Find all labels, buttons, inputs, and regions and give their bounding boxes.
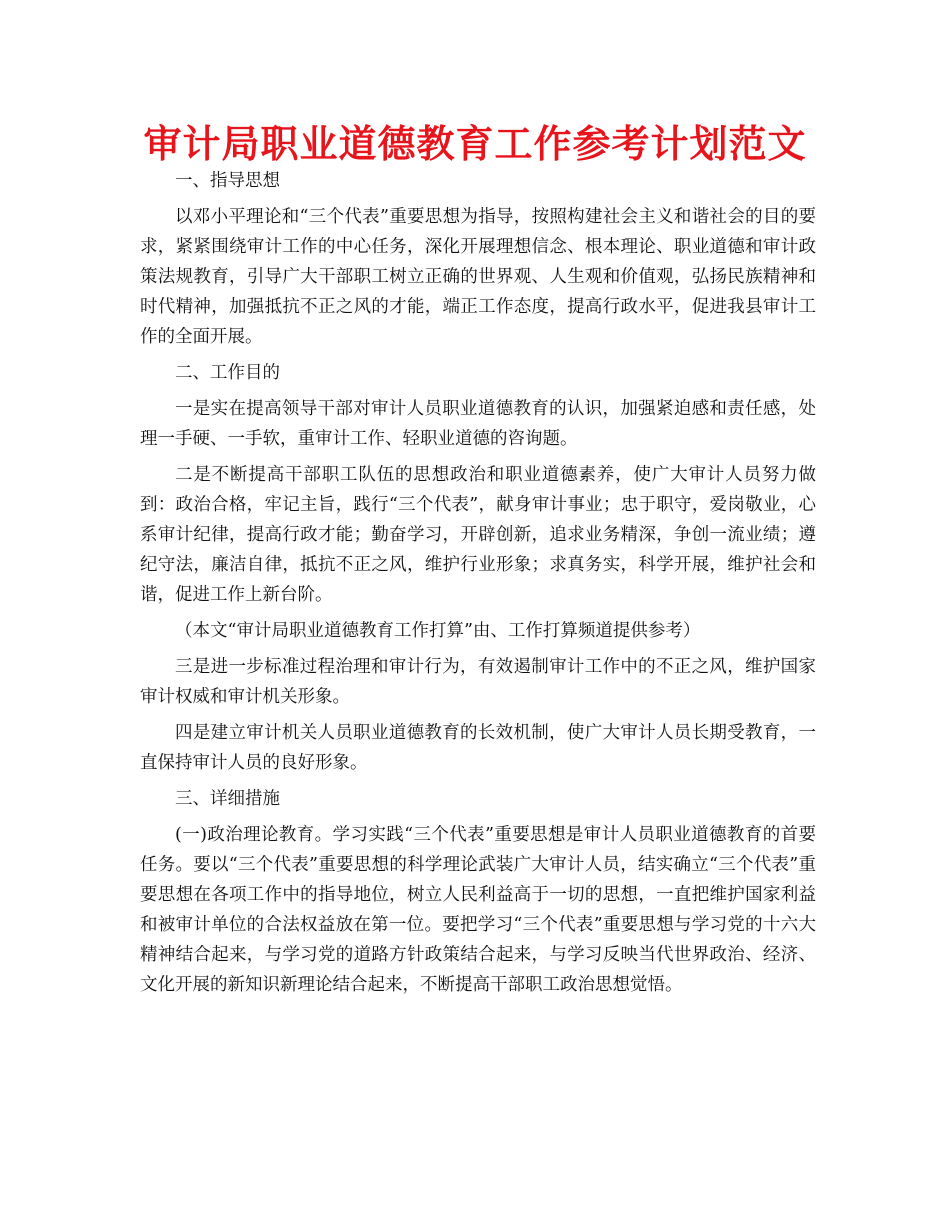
source-note: （本文“审计局职业道德教育工作打算”由、工作打算频道提供参考）: [175, 621, 701, 641]
body-paragraph: 一是实在提高领导干部对审计人员职业道德教育的认识，加强紧迫感和责任感，处理一手硬、一手软，重审计工作、轻职业道德的咨询题。: [140, 399, 816, 449]
body-paragraph: 三是进一步标准过程治理和审计行为，有效遏制审计工作中的不正之风，维护国家审计权威和审计机关形象。: [140, 657, 816, 707]
body-paragraph: (一)政治理论教育。学习实践“三个代表”重要思想是审计人员职业道德教育的首要任务。要以“三个代表”重要思想的科学理论武装广大审计人员，结实确立“三个代表”重要思想在各项工作中的指导地位，树立人民利益高于一切的思想，一直把维护国家利益和被审计单位的合法权益放在第一位。要把学习“三个代表”重要思想与学习党的十六大精神结合起来，与学习党的道路方针政策结合起来，与学习反映当代世界政治、经济、文化开展的新知识新理论结合起来，不断提高干部职工政治思想觉悟。: [140, 825, 816, 995]
document-body: [140, 166, 816, 1000]
section-heading: 一、指导思想: [175, 171, 280, 191]
section-heading: 二、工作目的: [175, 363, 280, 383]
document-title: 审计局职业道德教育工作参考计划范文: [143, 122, 807, 166]
body-paragraph: 以邓小平理论和“三个代表”重要思想为指导，按照构建社会主义和谐社会的目的要求，紧紧围绕审计工作的中心任务，深化开展理想信念、根本理论、职业道德和审计政策法规教育，引导广大干部职工树立正确的世界观、人生观和价值观，弘扬民族精神和时代精神，加强抵抗不正之风的才能，端正工作态度，提高行政水平，促进我县审计工作的全面开展。: [140, 207, 816, 347]
section-heading: 三、详细措施: [175, 789, 280, 809]
body-paragraph: 四是建立审计机关人员职业道德教育的长效机制，使广大审计人员长期受教育，一直保持审计人员的良好形象。: [140, 723, 816, 773]
body-paragraph: 二是不断提高干部职工队伍的思想政治和职业道德素养，使广大审计人员努力做到：政治合格，牢记主旨，践行“三个代表”，献身审计事业；忠于职守，爱岗敬业，心系审计纪律，提高行政才能；勤奋学习，开辟创新，追求业务精深，争创一流业绩；遵纪守法，廉洁自律，抵抗不正之风，维护行业形象；求真务实，科学开展，维护社会和谐，促进工作上新台阶。: [140, 465, 816, 605]
